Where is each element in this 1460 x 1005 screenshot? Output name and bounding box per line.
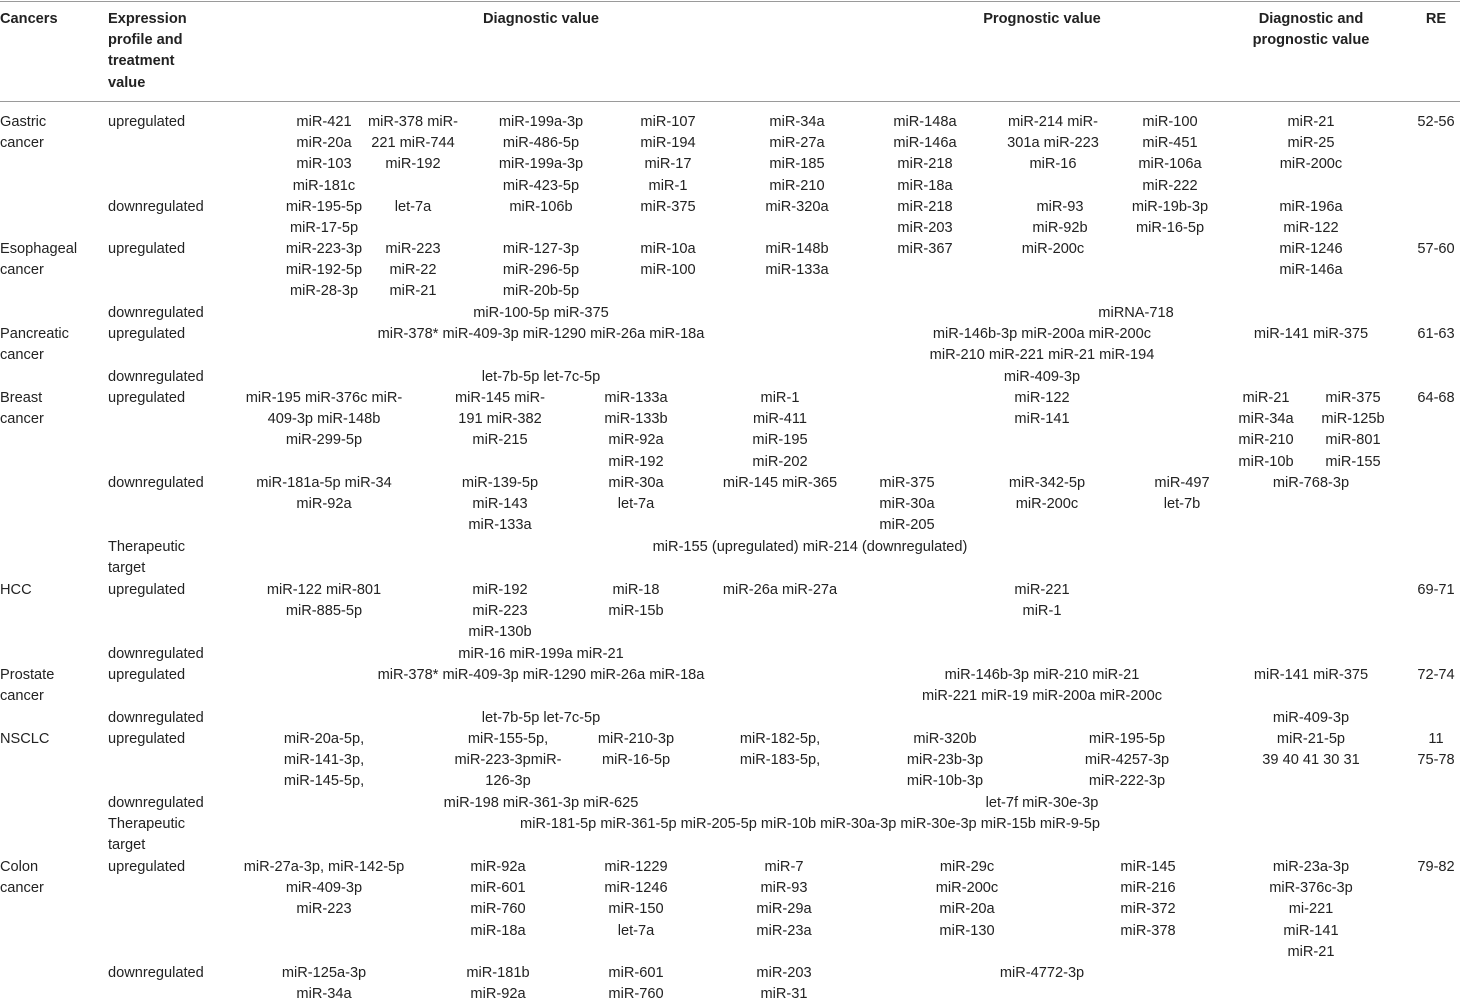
table-cell: 52-56 bbox=[1417, 114, 1455, 130]
table-cell: upregulated bbox=[108, 241, 186, 257]
table-cell: miR-125a-3p miR-34a bbox=[281, 965, 367, 1003]
table-cell: miR-409-3p bbox=[1003, 369, 1081, 385]
table-cell: miR-21 miR-34a miR-210 miR-10b bbox=[1238, 390, 1294, 470]
table-cell: upregulated bbox=[108, 667, 186, 683]
table-cell: upregulated bbox=[108, 326, 186, 342]
table-cell: 57-60 bbox=[1417, 241, 1455, 257]
table-cell: miR-195 miR-376c miR- 409-3p miR-148b miR-299-5p bbox=[245, 390, 403, 449]
table-cell: Colon cancer bbox=[0, 859, 44, 897]
table-cell: miR-133a miR-133b miR-92a miR-192 bbox=[604, 390, 668, 470]
column-header-cancers: Cancers bbox=[0, 11, 58, 27]
table-cell: miR-223-3p miR-192-5p miR-28-3p bbox=[285, 241, 363, 300]
table-cell: upregulated bbox=[108, 582, 186, 598]
table-cell: miR-375 miR-125b miR-801 miR-155 bbox=[1321, 390, 1385, 470]
table-cell: downregulated bbox=[108, 646, 204, 662]
table-cell: miR-145 miR-365 bbox=[722, 475, 838, 491]
table-cell: miR-409-3p bbox=[1272, 710, 1350, 726]
table-cell: miR-378* miR-409-3p miR-1290 miR-26a miR-18a bbox=[377, 667, 705, 683]
table-cell: 61-63 bbox=[1417, 326, 1455, 342]
table-cell: miR-146b-3p miR-200a miR-200c miR-210 miR-221 miR-21 miR-194 bbox=[929, 326, 1155, 364]
table-cell: miR-342-5p miR-200c bbox=[1008, 475, 1086, 513]
table-cell: downregulated bbox=[108, 710, 204, 726]
table-cell: downregulated bbox=[108, 795, 204, 811]
table-cell: miR-122 miR-801 miR-885-5p bbox=[266, 582, 382, 620]
table-cell: miR-26a miR-27a bbox=[722, 582, 838, 598]
table-cell: miR-497 let-7b bbox=[1154, 475, 1210, 513]
table-cell: miR-181a-5p miR-34 miR-92a bbox=[256, 475, 392, 513]
column-header-diagnostic-and: Diagnostic and prognostic value bbox=[1252, 11, 1370, 49]
table-cell: miR-320b miR-23b-3p miR-10b-3p bbox=[906, 731, 984, 790]
table-cell: downregulated bbox=[108, 305, 204, 321]
table-cell: 64-68 bbox=[1417, 390, 1455, 406]
table-cell: miR-320a bbox=[765, 199, 829, 215]
table-cell: Therapeutic target bbox=[108, 816, 186, 854]
table-cell: miR-192 miR-223 miR-130b bbox=[468, 582, 532, 641]
table-cell: miR-29c miR-200c miR-20a miR-130 bbox=[935, 859, 999, 939]
table-cell: Breast cancer bbox=[0, 390, 44, 428]
table-cell: let-7f miR-30e-3p bbox=[985, 795, 1099, 811]
table-cell: miR-21-5p 39 40 41 30 31 bbox=[1262, 731, 1360, 769]
table-cell: miR-148b miR-133a bbox=[765, 241, 829, 279]
table-cell: miR-218 miR-203 bbox=[897, 199, 953, 237]
table-cell: miR-198 miR-361-3p miR-625 bbox=[443, 795, 639, 811]
table-cell: 79-82 bbox=[1417, 859, 1455, 875]
table-cell: miR-93 miR-92b bbox=[1032, 199, 1088, 237]
table-cell: miR-34a miR-27a miR-185 miR-210 bbox=[769, 114, 825, 194]
table-cell: miR-107 miR-194 miR-17 miR-1 bbox=[640, 114, 696, 194]
table-cell: 69-71 bbox=[1417, 582, 1455, 598]
table-cell: miR-375 miR-30a miR-205 bbox=[879, 475, 935, 534]
table-cell: miR-145 miR-216 miR-372 miR-378 bbox=[1120, 859, 1176, 939]
table-cell: let-7a bbox=[394, 199, 432, 215]
table-cell: let-7b-5p let-7c-5p bbox=[481, 369, 601, 385]
table-cell: miR-7 miR-93 miR-29a miR-23a bbox=[756, 859, 812, 939]
table-cell: miR-100 miR-451 miR-106a miR-222 bbox=[1138, 114, 1202, 194]
table-cell: miR-181-5p miR-361-5p miR-205-5p miR-10b miR-30a-3p miR-30e-3p miR-15b miR-9-5p bbox=[520, 816, 1100, 832]
table-cell: let-7b-5p let-7c-5p bbox=[481, 710, 601, 726]
table-cell: miR-141 miR-375 bbox=[1253, 326, 1369, 342]
table-cell: miR-768-3p bbox=[1272, 475, 1350, 491]
column-header-expression: Expression profile and treatment value bbox=[108, 11, 187, 91]
table-cell: Therapeutic target bbox=[108, 539, 186, 577]
table-cell: miR-23a-3p miR-376c-3p mi-221 miR-141 miR-21 bbox=[1269, 859, 1353, 960]
table-cell: miR-146b-3p miR-210 miR-21 miR-221 miR-19 miR-200a miR-200c bbox=[921, 667, 1163, 705]
table-cell: miR-181b miR-92a bbox=[466, 965, 530, 1003]
table-cell: miR-601 miR-760 bbox=[608, 965, 664, 1003]
table-cell: miR-145 miR- 191 miR-382 miR-215 bbox=[455, 390, 545, 449]
table-cell: miR-16 miR-199a miR-21 bbox=[458, 646, 624, 662]
table-cell: upregulated bbox=[108, 114, 186, 130]
table-cell: miR-10a miR-100 bbox=[640, 241, 696, 279]
table-cell: miR-195-5p miR-17-5p bbox=[285, 199, 363, 237]
table-cell: miR-196a miR-122 bbox=[1279, 199, 1343, 237]
table-cell: miR-148a miR-146a miR-218 miR-18a bbox=[893, 114, 957, 194]
table-cell: miR-18 miR-15b bbox=[608, 582, 664, 620]
column-header-re: RE bbox=[1425, 11, 1447, 27]
table-cell: miR-155 (upregulated) miR-214 (downregulated) bbox=[652, 539, 968, 555]
table-cell: Pancreatic cancer bbox=[0, 326, 69, 364]
column-header-prognostic-value: Prognostic value bbox=[983, 11, 1101, 27]
table-cell: miR-200c bbox=[1021, 241, 1085, 257]
table-cell: NSCLC bbox=[0, 731, 50, 747]
table-cell: miR-27a-3p, miR-142-5p miR-409-3p miR-223 bbox=[243, 859, 405, 918]
table-cell: miRNA-718 bbox=[1098, 305, 1174, 321]
table-cell: miR-100-5p miR-375 bbox=[473, 305, 609, 321]
table-cell: miR-182-5p, miR-183-5p, bbox=[739, 731, 821, 769]
table-cell: HCC bbox=[0, 582, 32, 598]
table-cell: Gastric cancer bbox=[0, 114, 47, 152]
table-cell: miR-421 miR-20a miR-103 miR-181c bbox=[292, 114, 356, 194]
table-cell: Esophageal cancer bbox=[0, 241, 78, 279]
header-rule bbox=[0, 101, 1460, 102]
table-cell: miR-30a let-7a bbox=[608, 475, 664, 513]
table-cell: miR-1 miR-411 miR-195 miR-202 bbox=[752, 390, 808, 470]
table-cell: miR-214 miR- 301a miR-223 miR-16 bbox=[1007, 114, 1099, 173]
table-cell: miR-92a miR-601 miR-760 miR-18a bbox=[470, 859, 526, 939]
table-cell: miR-1229 miR-1246 miR-150 let-7a bbox=[604, 859, 668, 939]
top-rule bbox=[0, 1, 1460, 2]
table-cell: miR-378* miR-409-3p miR-1290 miR-26a miR-18a bbox=[377, 326, 705, 342]
table-cell: downregulated bbox=[108, 965, 204, 981]
table-cell: miR-19b-3p miR-16-5p bbox=[1131, 199, 1209, 237]
table-cell: miR-210-3p miR-16-5p bbox=[597, 731, 675, 769]
table-cell: miR-223 miR-22 miR-21 bbox=[385, 241, 441, 300]
table-cell: upregulated bbox=[108, 731, 186, 747]
table-cell: miR-122 miR-141 bbox=[1014, 390, 1070, 428]
table-cell: miR-375 bbox=[640, 199, 696, 215]
table-cell: miR-141 miR-375 bbox=[1253, 667, 1369, 683]
table-cell: miR-21 miR-25 miR-200c bbox=[1279, 114, 1343, 173]
table-cell: miR-20a-5p, miR-141-3p, miR-145-5p, bbox=[283, 731, 365, 790]
table-cell: miR-155-5p, miR-223-3pmiR- 126-3p bbox=[454, 731, 562, 790]
column-header-diagnostic-value: Diagnostic value bbox=[483, 11, 599, 27]
table-cell: miR-4772-3p bbox=[999, 965, 1085, 981]
table-cell: 72-74 bbox=[1417, 667, 1455, 683]
table-cell: upregulated bbox=[108, 390, 186, 406]
table-cell: miR-221 miR-1 bbox=[1014, 582, 1070, 620]
table-cell: miR-203 miR-31 bbox=[756, 965, 812, 1003]
table-cell: miR-199a-3p miR-486-5p miR-199a-3p miR-423-5p bbox=[498, 114, 584, 194]
table-cell: miR-127-3p miR-296-5p miR-20b-5p bbox=[502, 241, 580, 300]
table-cell: upregulated bbox=[108, 859, 186, 875]
table-cell: miR-139-5p miR-143 miR-133a bbox=[461, 475, 539, 534]
table-cell: miR-378 miR- 221 miR-744 miR-192 bbox=[368, 114, 458, 173]
table-cell: downregulated bbox=[108, 475, 204, 491]
table-cell: Prostate cancer bbox=[0, 667, 55, 705]
table-cell: miR-367 bbox=[897, 241, 953, 257]
table-cell: miR-1246 miR-146a bbox=[1279, 241, 1343, 279]
table-cell: downregulated bbox=[108, 369, 204, 385]
table-cell: miR-195-5p miR-4257-3p miR-222-3p bbox=[1084, 731, 1170, 790]
table-cell: 11 75-78 bbox=[1417, 731, 1455, 769]
table-cell: downregulated bbox=[108, 199, 204, 215]
table-cell: miR-106b bbox=[509, 199, 573, 215]
